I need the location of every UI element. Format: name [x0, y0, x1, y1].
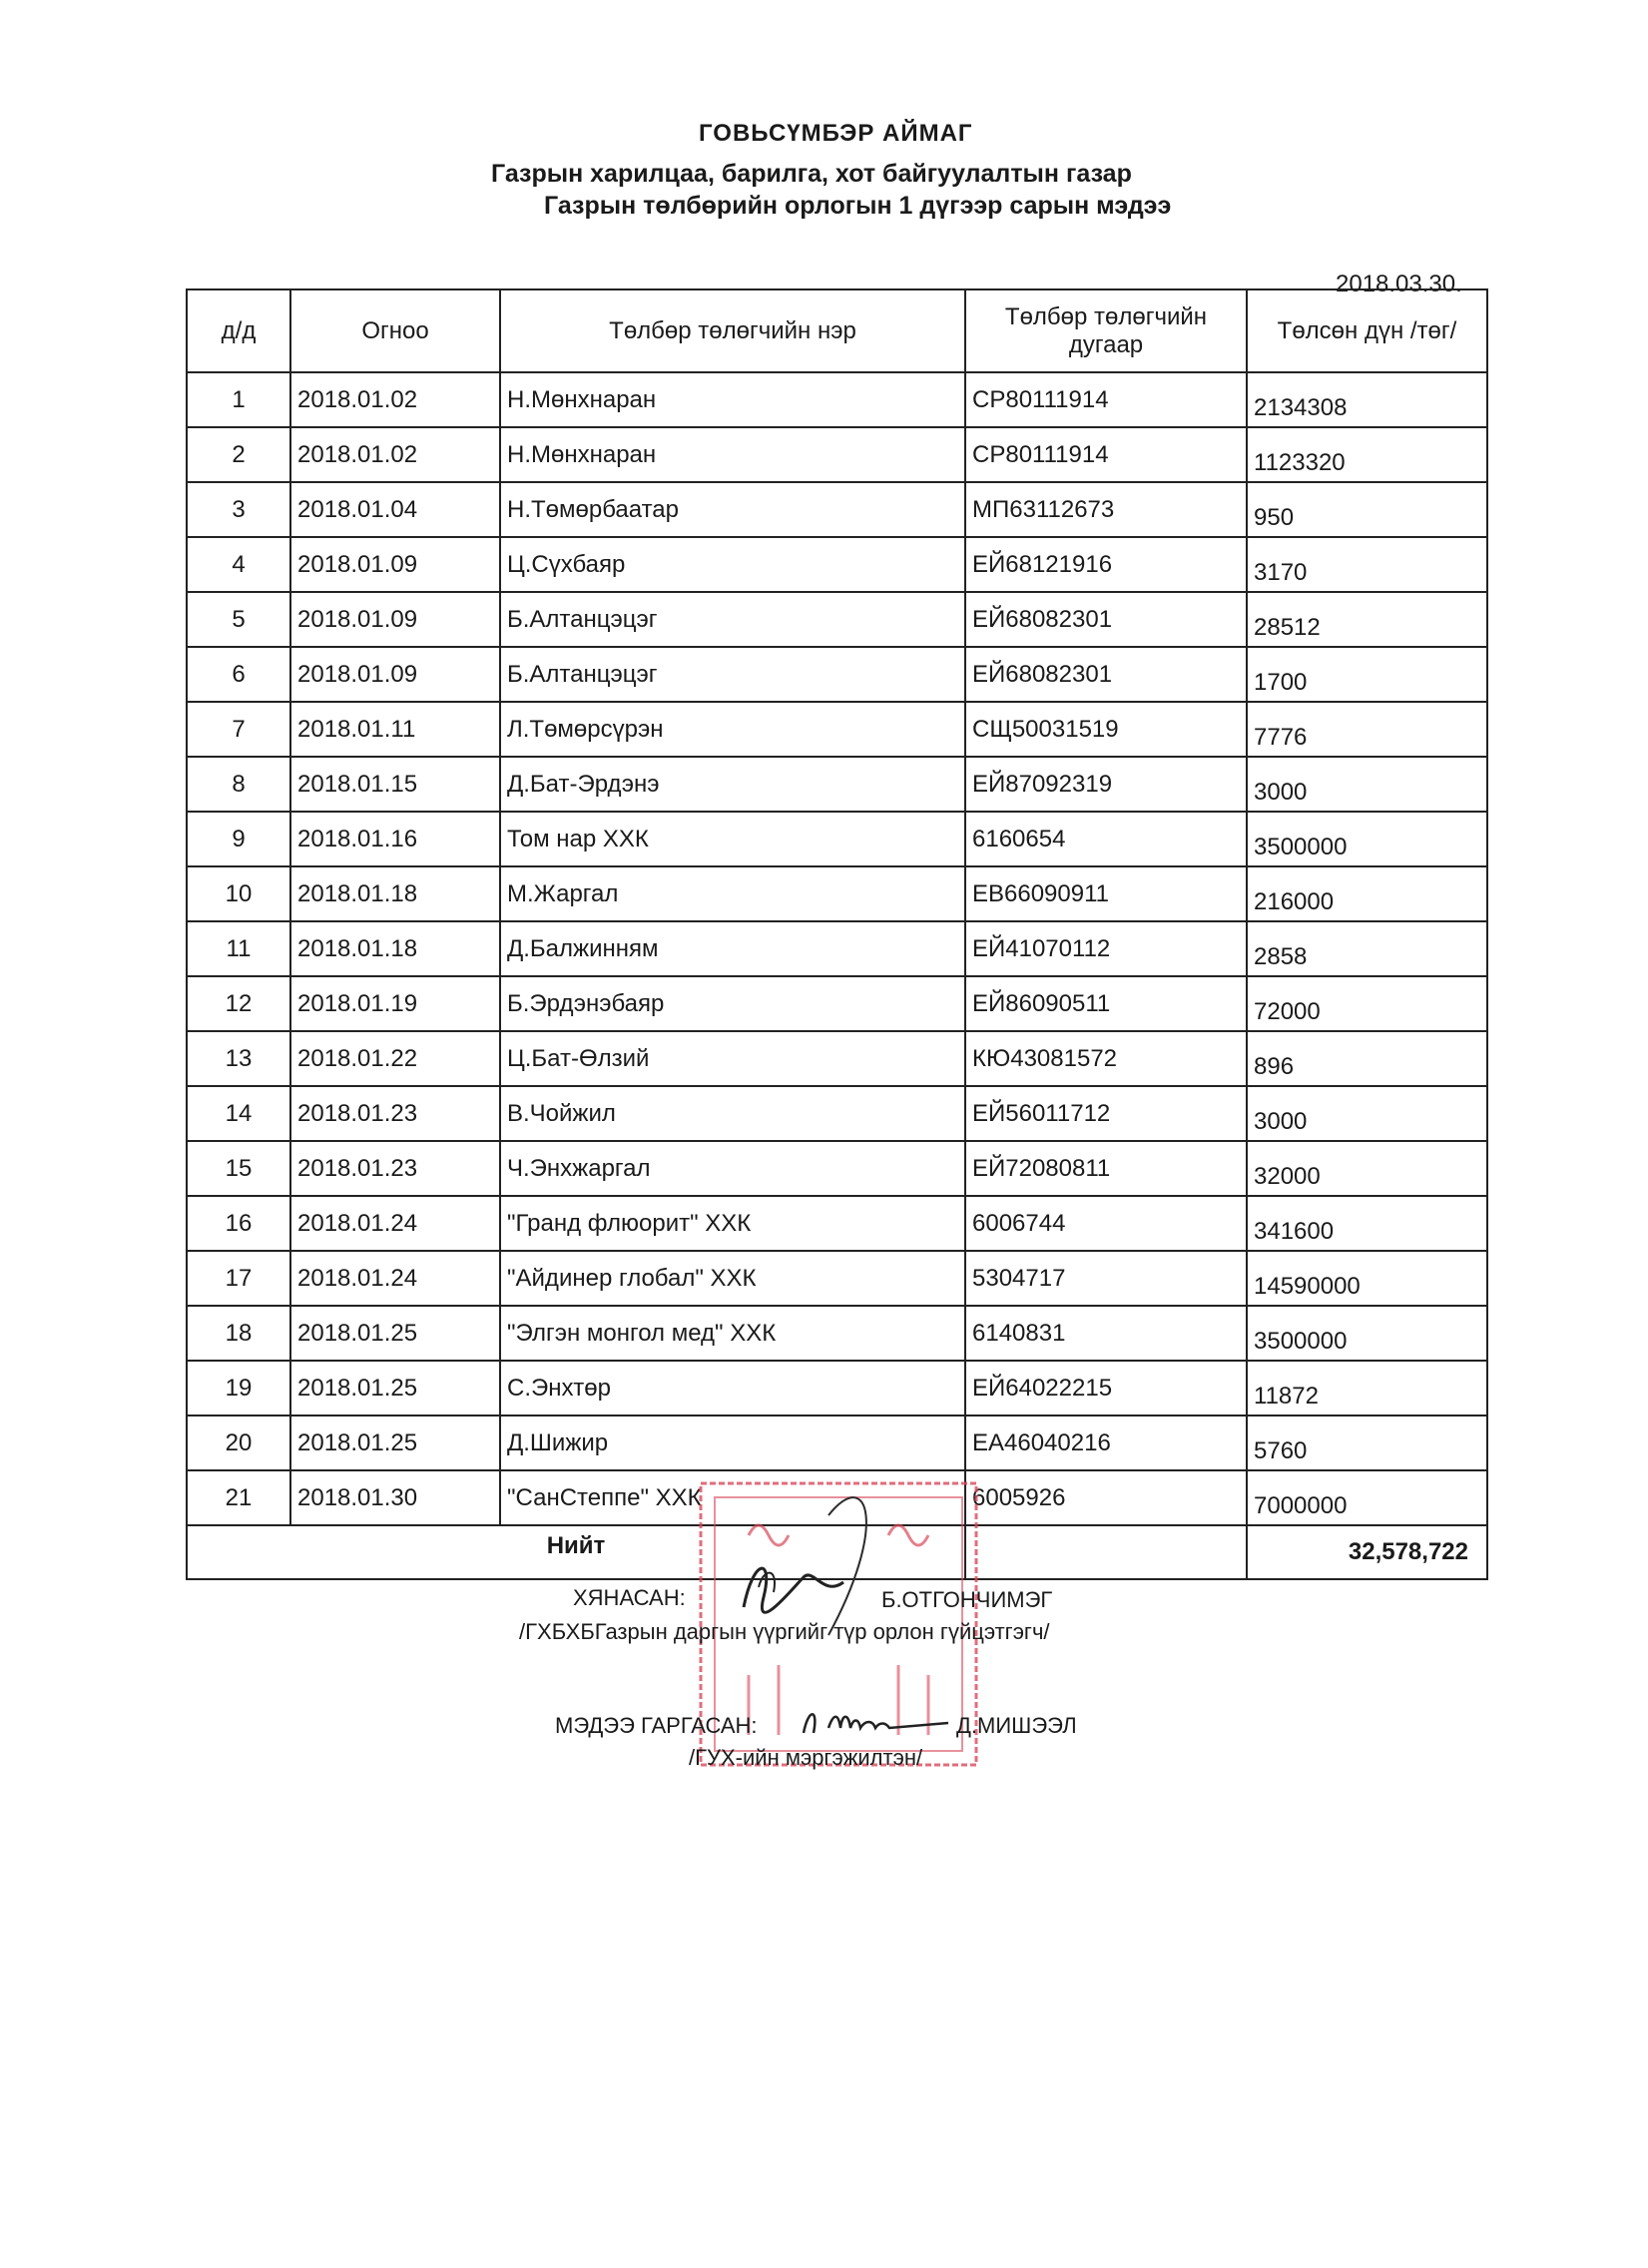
row-payer-id: ЕЙ86090511: [965, 976, 1247, 1031]
row-payer-id: ЕВ66090911: [965, 866, 1247, 921]
table-row: [187, 1416, 1487, 1470]
table-row: [187, 1306, 1487, 1361]
row-amount: 1123320: [1247, 427, 1487, 482]
table-row: [187, 812, 1487, 866]
row-payer-name: Ч.Энхжаргал: [500, 1141, 965, 1196]
report-title: Газрын төлбөрийн орлогын 1 дүгээр сарын мэдээ: [544, 192, 1172, 220]
row-number: 11: [187, 921, 290, 976]
table-row: [187, 1141, 1487, 1196]
row-amount: 216000: [1247, 866, 1487, 921]
row-payer-id: ЕЙ68082301: [965, 647, 1247, 702]
row-number: 12: [187, 976, 290, 1031]
col-header-id: Төлбөр төлөгчийн дугаар: [965, 289, 1247, 372]
row-number: 7: [187, 702, 290, 757]
row-number: 16: [187, 1196, 290, 1251]
row-number: 20: [187, 1416, 290, 1470]
row-date: 2018.01.23: [290, 1141, 500, 1196]
table-row: [187, 372, 1487, 427]
row-payer-id: ЕЙ64022215: [965, 1361, 1247, 1416]
row-payer-id: ЕЙ68082301: [965, 592, 1247, 647]
row-payer-name: Том нар ХХК: [500, 812, 965, 866]
row-amount: 32000: [1247, 1141, 1487, 1196]
row-number: 14: [187, 1086, 290, 1141]
row-payer-id: КЮ43081572: [965, 1031, 1247, 1086]
row-number: 6: [187, 647, 290, 702]
row-amount: 3000: [1247, 1086, 1487, 1141]
row-payer-id: 6160654: [965, 812, 1247, 866]
table-row: [187, 537, 1487, 592]
row-date: 2018.01.02: [290, 372, 500, 427]
row-amount: 7776: [1247, 702, 1487, 757]
row-payer-name: Н.Мөнхнаран: [500, 372, 965, 427]
row-amount: 3170: [1247, 537, 1487, 592]
row-number: 10: [187, 866, 290, 921]
row-number: 4: [187, 537, 290, 592]
table-row: [187, 866, 1487, 921]
row-date: 2018.01.25: [290, 1306, 500, 1361]
table-row: [187, 592, 1487, 647]
row-number: 15: [187, 1141, 290, 1196]
row-date: 2018.01.24: [290, 1196, 500, 1251]
row-date: 2018.01.09: [290, 592, 500, 647]
row-amount: 1700: [1247, 647, 1487, 702]
row-date: 2018.01.04: [290, 482, 500, 537]
table-row: [187, 757, 1487, 812]
table-row: [187, 1361, 1487, 1416]
row-number: 9: [187, 812, 290, 866]
col-header-no: д/д: [187, 289, 290, 372]
row-date: 2018.01.25: [290, 1361, 500, 1416]
row-number: 2: [187, 427, 290, 482]
row-payer-name: "Гранд флюорит" ХХК: [500, 1196, 965, 1251]
table-row: [187, 427, 1487, 482]
row-date: 2018.01.16: [290, 812, 500, 866]
row-number: 19: [187, 1361, 290, 1416]
row-payer-name: "СанСтеппе" ХХК: [500, 1470, 965, 1525]
row-number: 21: [187, 1470, 290, 1525]
total-value: 32,578,722: [1247, 1525, 1487, 1579]
table-row: [187, 647, 1487, 702]
row-payer-name: Б.Алтанцэцэг: [500, 647, 965, 702]
row-payer-id: ЕЙ41070112: [965, 921, 1247, 976]
row-payer-id: ЕА46040216: [965, 1416, 1247, 1470]
row-amount: 7000000: [1247, 1470, 1487, 1525]
issued-signature: [799, 1703, 958, 1743]
row-date: 2018.01.02: [290, 427, 500, 482]
row-amount: 28512: [1247, 592, 1487, 647]
row-payer-id: ЕЙ68121916: [965, 537, 1247, 592]
total-label: Нийт: [187, 1525, 965, 1579]
table-row: [187, 1196, 1487, 1251]
row-amount: 896: [1247, 1031, 1487, 1086]
table-row: [187, 976, 1487, 1031]
row-payer-name: Ц.Бат-Өлзий: [500, 1031, 965, 1086]
issued-label: МЭДЭЭ ГАРГАСАН:: [555, 1713, 758, 1738]
table-row: [187, 921, 1487, 976]
row-amount: 341600: [1247, 1196, 1487, 1251]
total-spacer: [965, 1525, 1247, 1579]
row-payer-name: Б.Эрдэнэбаяр: [500, 976, 965, 1031]
row-amount: 3000: [1247, 757, 1487, 812]
row-payer-name: Л.Төмөрсүрэн: [500, 702, 965, 757]
row-payer-id: ЕЙ56011712: [965, 1086, 1247, 1141]
col-header-name: Төлбөр төлөгчийн нэр: [500, 289, 965, 372]
row-amount: 14590000: [1247, 1251, 1487, 1306]
row-number: 3: [187, 482, 290, 537]
row-number: 13: [187, 1031, 290, 1086]
row-number: 17: [187, 1251, 290, 1306]
row-number: 5: [187, 592, 290, 647]
checked-signature: [734, 1547, 853, 1627]
table-row: [187, 1031, 1487, 1086]
row-date: 2018.01.11: [290, 702, 500, 757]
issued-title: /ГУХ-ийн мэргэжилтэн/: [689, 1745, 923, 1770]
report-date: 2018.03.30.: [1336, 271, 1462, 297]
checked-name: Б.ОТГОНЧИМЭГ: [881, 1587, 1053, 1612]
row-date: 2018.01.22: [290, 1031, 500, 1086]
row-payer-id: ЕЙ72080811: [965, 1141, 1247, 1196]
row-date: 2018.01.18: [290, 921, 500, 976]
issued-name: Д.МИШЭЭЛ: [956, 1713, 1077, 1738]
row-date: 2018.01.25: [290, 1416, 500, 1470]
row-date: 2018.01.23: [290, 1086, 500, 1141]
checked-title: /ГХБХБГазрын даргын үүргийг түр орлон гүйцэтгэгч/: [519, 1619, 1050, 1644]
row-date: 2018.01.15: [290, 757, 500, 812]
row-number: 8: [187, 757, 290, 812]
row-date: 2018.01.19: [290, 976, 500, 1031]
row-payer-name: Н.Төмөрбаатар: [500, 482, 965, 537]
table-row: [187, 1251, 1487, 1306]
department-title: Газрын харилцаа, барилга, хот байгуулалтын газар: [491, 160, 1132, 188]
row-payer-name: Ц.Сүхбаяр: [500, 537, 965, 592]
row-payer-id: 5304717: [965, 1251, 1247, 1306]
col-header-date: Огноо: [290, 289, 500, 372]
row-payer-id: 6006744: [965, 1196, 1247, 1251]
row-date: 2018.01.09: [290, 537, 500, 592]
row-payer-id: СР80111914: [965, 372, 1247, 427]
row-payer-name: "Айдинер глобал" ХХК: [500, 1251, 965, 1306]
checked-label: ХЯНАСАН:: [573, 1585, 686, 1610]
row-date: 2018.01.30: [290, 1470, 500, 1525]
row-amount: 950: [1247, 482, 1487, 537]
table-row: [187, 702, 1487, 757]
row-payer-name: Д.Балжинням: [500, 921, 965, 976]
table-row: [187, 1086, 1487, 1141]
region-title: ГОВЬСҮМБЭР АЙМАГ: [699, 120, 973, 147]
row-payer-name: Д.Шижир: [500, 1416, 965, 1470]
row-payer-name: В.Чойжил: [500, 1086, 965, 1141]
row-payer-id: СР80111914: [965, 427, 1247, 482]
row-payer-id: СЩ50031519: [965, 702, 1247, 757]
table-header-row: [187, 289, 1487, 372]
row-payer-id: МП63112673: [965, 482, 1247, 537]
row-amount: 11872: [1247, 1361, 1487, 1416]
row-payer-name: Б.Алтанцэцэг: [500, 592, 965, 647]
row-amount: 2858: [1247, 921, 1487, 976]
row-amount: 5760: [1247, 1416, 1487, 1470]
row-amount: 3500000: [1247, 1306, 1487, 1361]
row-number: 1: [187, 372, 290, 427]
row-payer-id: 6005926: [965, 1470, 1247, 1525]
row-payer-name: "Элгэн монгол мед" ХХК: [500, 1306, 965, 1361]
row-payer-name: С.Энхтөр: [500, 1361, 965, 1416]
row-amount: 3500000: [1247, 812, 1487, 866]
row-date: 2018.01.24: [290, 1251, 500, 1306]
row-payer-name: Н.Мөнхнаран: [500, 427, 965, 482]
table-row: [187, 482, 1487, 537]
row-date: 2018.01.09: [290, 647, 500, 702]
row-payer-name: Д.Бат-Эрдэнэ: [500, 757, 965, 812]
payment-table: [186, 288, 1488, 1580]
col-header-amount: Төлсөн дүн /төг/: [1247, 289, 1487, 372]
row-amount: 72000: [1247, 976, 1487, 1031]
row-amount: 2134308: [1247, 372, 1487, 427]
row-payer-id: 6140831: [965, 1306, 1247, 1361]
row-number: 18: [187, 1306, 290, 1361]
row-date: 2018.01.18: [290, 866, 500, 921]
row-payer-name: М.Жаргал: [500, 866, 965, 921]
row-payer-id: ЕЙ87092319: [965, 757, 1247, 812]
